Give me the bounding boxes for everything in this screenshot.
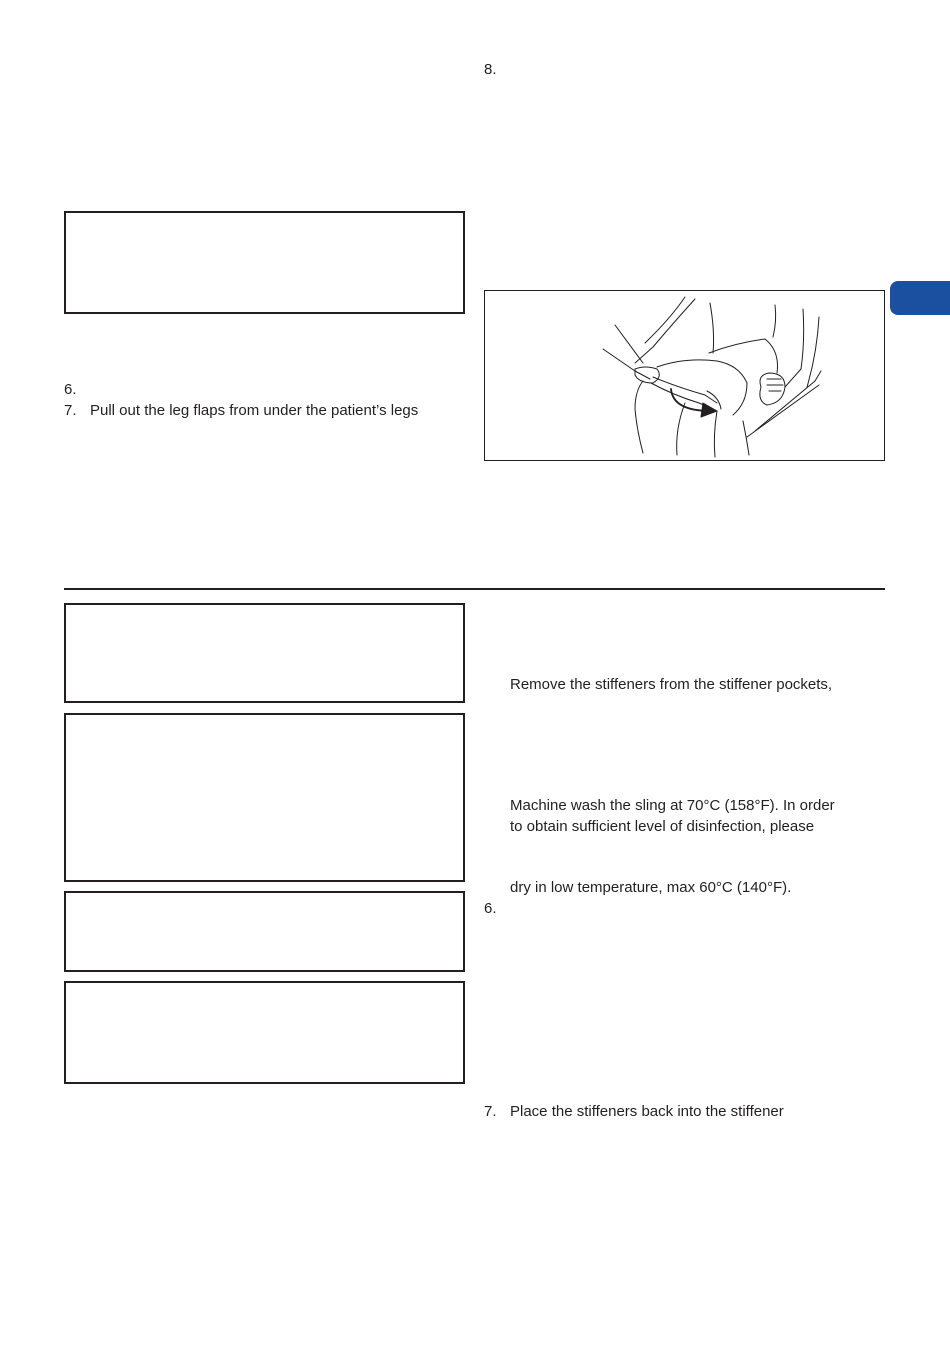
left-step-7-text: Pull out the leg flaps from under the patient’s legs (90, 402, 419, 419)
left-step-7-number: 7. (64, 402, 77, 419)
notice-box-top (64, 211, 465, 314)
right-step-8-number: 8. (484, 61, 497, 78)
section-divider (64, 588, 885, 590)
right-step-6-number: 6. (484, 900, 497, 917)
notice-box-2 (64, 713, 465, 882)
remove-stiffeners-text: Remove the stiffeners from the stiffener pockets, (510, 676, 833, 693)
notice-box-1 (64, 603, 465, 703)
machine-wash-line-1: Machine wash the sling at 70°C (158°F). In order (510, 797, 835, 814)
left-step-6-number: 6. (64, 381, 77, 398)
machine-wash-line-2: to obtain sufficient level of disinfection, please (510, 818, 815, 835)
chapter-tab (890, 281, 950, 315)
dry-text: dry in low temperature, max 60°C (140°F). (510, 879, 792, 896)
leg-flap-illustration (484, 290, 885, 461)
right-step-7-number: 7. (484, 1103, 497, 1120)
notice-box-4 (64, 981, 465, 1084)
right-step-7-text: Place the stiffeners back into the stiffener (510, 1103, 784, 1120)
notice-box-3 (64, 891, 465, 972)
leg-flap-drawing (485, 291, 884, 460)
